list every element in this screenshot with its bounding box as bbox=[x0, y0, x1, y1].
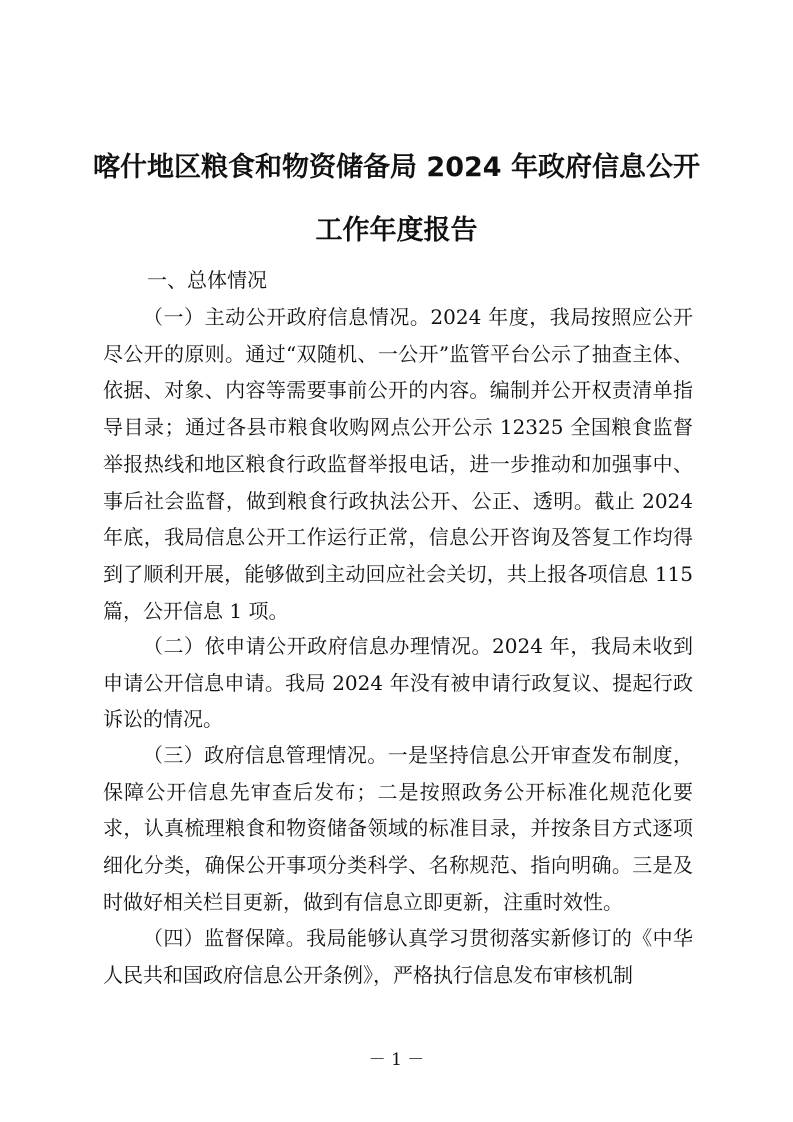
paragraph-active-disclosure: （一）主动公开政府信息情况。2024 年度，我局按照应公开尽公开的原则。通过“双随机、一公开”监管平台公示了抽查主体、依据、对象、内容等需要事前公开的内容。编制并公开权责清单指导目录；通过各县市粮食收购网点公开公示 12325 全国粮食监督举报热线和地区粮食行政监督举报电话，进一步推动和加强事中、事后社会监督，做到粮食行政执法公开、公正、透明。截止 2024 年底，我局信息公开工作运行正常，信息公开咨询及答复工作均得到了顺利开展，能够做到主动回应社会关切，共上报各项信息 115 篇，公开信息 1 项。 bbox=[103, 305, 693, 623]
document-title-line-1: 喀什地区粮食和物资储备局 2024 年政府信息公开 bbox=[93, 152, 700, 183]
paragraph-supervision: （四）监督保障。我局能够认真学习贯彻落实新修订的《中华人民共和国政府信息公开条例》，严格执行信息发布审核机制 bbox=[103, 926, 693, 987]
paragraph-information-management: （三）政府信息管理情况。一是坚持信息公开审查发布制度，保障公开信息先审查后发布；二是按照政务公开标准化规范化要求，认真梳理粮食和物资储备领域的标准目录，并按条目方式逐项细化分类，确保公开事项分类科学、名称规范、指向明确。三是及时做好相关栏目更新，做到有信息立即更新，注重时效性。 bbox=[103, 743, 693, 914]
document-title-line-2: 工作年度报告 bbox=[315, 215, 478, 246]
section-heading-overview: 一、总体情况 bbox=[147, 268, 267, 292]
paragraph-request-disclosure: （二）依申请公开政府信息办理情况。2024 年，我局未收到申请公开信息申请。我局 2024 年没有被申请行政复议、提起行政诉讼的情况。 bbox=[103, 634, 693, 732]
page-number: － 1 － bbox=[368, 1050, 425, 1070]
